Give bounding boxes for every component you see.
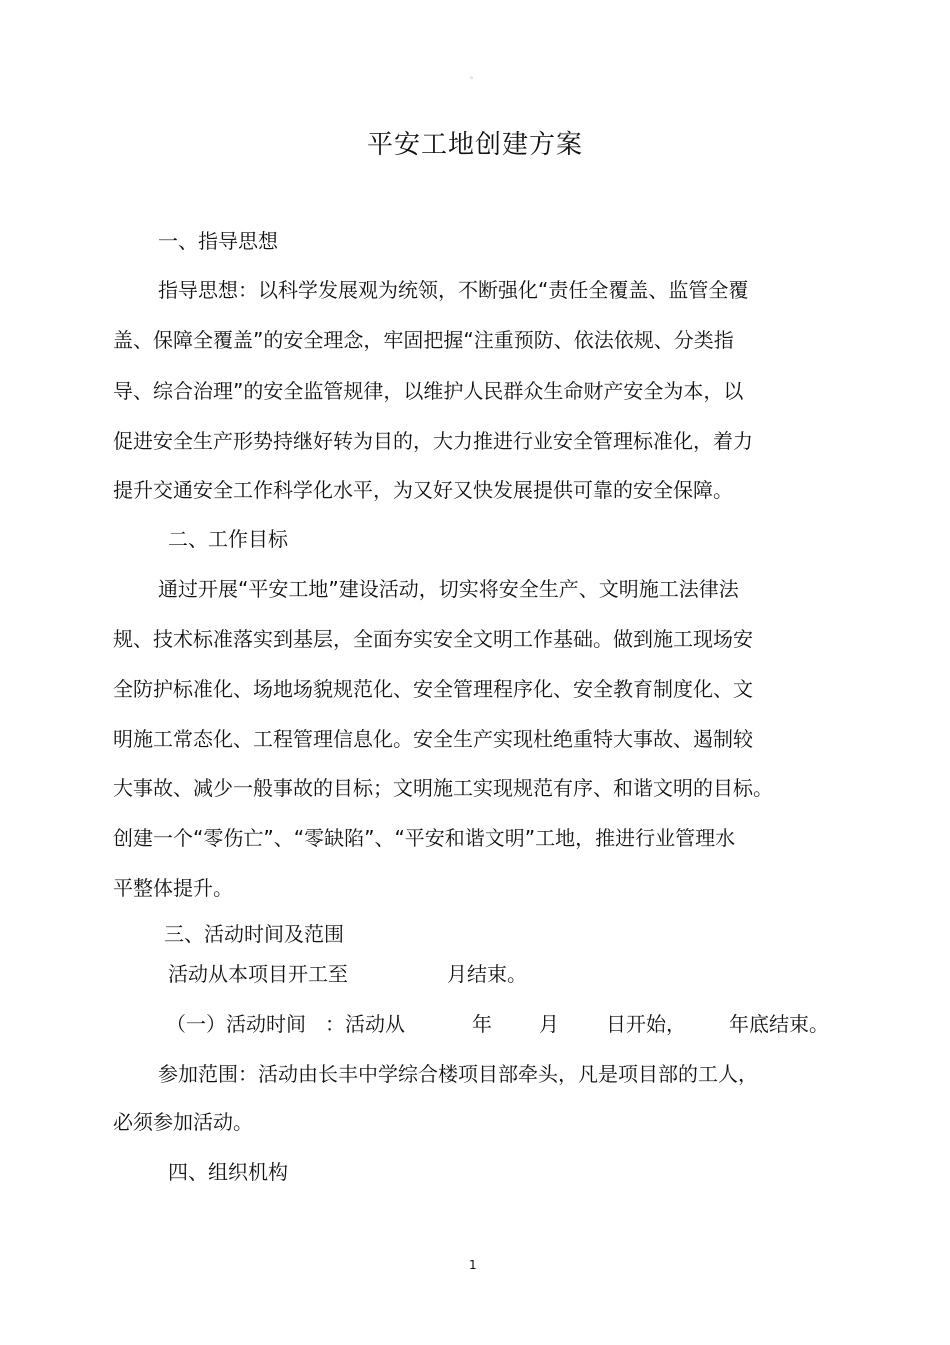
section-heading: 四、组织机构: [168, 1160, 288, 1184]
page-number: 1: [469, 1258, 477, 1272]
paragraph-line: 创建一个“零伤亡”、“零缺陷”、“平安和谐文明”工地，推进行业管理水: [113, 826, 736, 850]
paragraph-line: （一）活动时间: [166, 1012, 306, 1036]
paragraph-line: 月结束。: [447, 962, 527, 986]
section-heading: 二、工作目标: [168, 527, 288, 551]
paragraph-line: 导、综合治理”的安全监管规律，以维护人民群众生命财产安全为本，以: [113, 379, 744, 403]
paragraph-line: 明施工常态化、工程管理信息化。安全生产实现杜绝重特大事故、遏制较: [113, 727, 753, 751]
paragraph-line: 年: [472, 1012, 492, 1036]
paragraph-line: 通过开展“平安工地”建设活动，切实将安全生产、文明施工法律法: [158, 577, 739, 601]
paragraph-line: 提升交通安全工作科学化水平，为又好又快发展提供可靠的安全保障。: [113, 478, 733, 502]
paragraph-line: 参加范围：活动由长丰中学综合楼项目部牵头，凡是项目部的工人，: [158, 1062, 758, 1086]
paragraph-line: 盖、保障全覆盖”的安全理念，牢固把握“注重预防、依法依规、分类指: [113, 328, 734, 352]
header-mark: 。: [470, 71, 478, 80]
paragraph-line: 年底结束。: [729, 1012, 829, 1036]
paragraph-line: 指导思想：以科学发展观为统领，不断强化“责任全覆盖、监管全覆: [158, 278, 749, 302]
paragraph-line: 平整体提升。: [113, 876, 233, 900]
paragraph-line: 促进安全生产形势持继好转为目的，大力推进行业安全管理标准化，着力: [113, 429, 753, 453]
paragraph-line: 日开始，: [606, 1012, 686, 1036]
paragraph-line: 全防护标准化、场地场貌规范化、安全管理程序化、安全教育制度化、文: [113, 677, 753, 701]
section-heading: 一、指导思想: [158, 229, 278, 253]
paragraph-line: ：活动从: [325, 1012, 405, 1036]
section-heading: 三、活动时间及范围: [164, 922, 344, 946]
paragraph-line: 规、技术标准落实到基层，全面夯实安全文明工作基础。做到施工现场安: [113, 627, 753, 651]
paragraph-line: 月: [539, 1012, 559, 1036]
paragraph-line: 必须参加活动。: [113, 1110, 253, 1134]
paragraph-line: 大事故、减少一般事故的目标；文明施工实现规范有序、和谐文明的目标。: [113, 776, 773, 800]
paragraph-line: 活动从本项目开工至: [168, 962, 348, 986]
document-title: 平安工地创建方案: [366, 130, 583, 160]
